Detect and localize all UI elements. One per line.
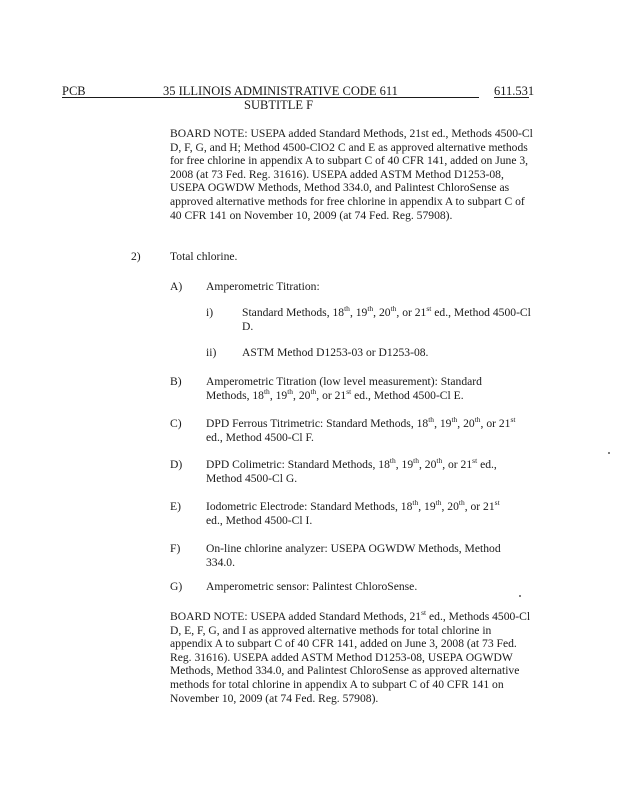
item-label-e: E) (170, 500, 181, 513)
item-text-b: Amperometric Titration (low level measurement): Standard Methods, 18th, 19th, 20th, or 21st ed., Method 4500-Cl E. (206, 375, 482, 402)
board-note-total-chlorine: BOARD NOTE: USEPA added Standard Methods, 21st ed., Methods 4500-Cl D, E, F, G, and I as approved alternative methods for total chlorine in appendix A to subpart C of 40 CFR 141, added on June 3, 2008 (at 73 Fed. Reg. 31616). USEPA added ASTM Method D1253-08, USEPA OGWDW Methods, Method 334.0, and Palintest ChloroSense as approved alternative methods for total chlorine in appendix A to subpart C of 40 CFR 141 on November 10, 2009 (at 74 Fed. Reg. 57908). (170, 608, 531, 705)
item-label-f: F) (170, 542, 181, 555)
scan-speck (608, 452, 610, 454)
subitem-label-i: i) (206, 306, 214, 319)
item-label-c: C) (170, 417, 182, 430)
item-label-g: G) (170, 580, 183, 593)
header-agency: PCB (62, 84, 86, 98)
header-code-title: 35 ILLINOIS ADMINISTRATIVE CODE 611 (163, 84, 398, 98)
board-note-free-chlorine: BOARD NOTE: USEPA added Standard Methods, 21st ed., Methods 4500-Cl D, F, G, and H; Method 4500-ClO2 C and E as approved alternative methods for free chlorine in appendix A to subpart C of 40 CFR 141, added on June 3, 2008 (at 73 Fed. Reg. 31616). USEPA added ASTM Method D1253-08, USEPA OGWDW Methods, Method 334.0, and Palintest ChloroSense as approved alternative methods for free chlorine in appendix A to subpart C of 40 CFR 141 on November 10, 2009 (at 74 Fed. Reg. 57908). (170, 127, 533, 222)
header-subtitle: SUBTITLE F (244, 98, 314, 112)
header-section-number: 611.531 (494, 84, 535, 98)
header-rule-right (494, 97, 529, 98)
item-label-d: D) (170, 458, 183, 471)
subitem-text-ii: ASTM Method D1253-03 or D1253-08. (242, 346, 429, 359)
item-text-d: DPD Colimetric: Standard Methods, 18th, 19th, 20th, or 21st ed., Method 4500-Cl G. (206, 456, 497, 485)
section-number: 2) (131, 250, 141, 263)
scan-speck (519, 595, 521, 597)
item-text-e: Iodometric Electrode: Standard Methods, 18th, 19th, 20th, or 21st ed., Method 4500-Cl I. (206, 498, 500, 527)
section-title: Total chlorine. (170, 250, 238, 263)
item-text-g: Amperometric sensor: Palintest ChloroSense. (206, 580, 418, 593)
item-text-c: DPD Ferrous Titrimetric: Standard Methods, 18th, 19th, 20th, or 21st ed., Method 4500-Cl F. (206, 415, 516, 444)
item-text-a: Amperometric Titration: (206, 280, 320, 293)
item-text-f: On-line chlorine analyzer: USEPA OGWDW Methods, Method 334.0. (206, 542, 501, 569)
item-label-a: A) (170, 280, 183, 293)
subitem-label-ii: ii) (206, 346, 217, 359)
subitem-text-i: Standard Methods, 18th, 19th, 20th, or 21st ed., Method 4500-Cl D. (242, 304, 531, 333)
item-label-b: B) (170, 375, 182, 388)
